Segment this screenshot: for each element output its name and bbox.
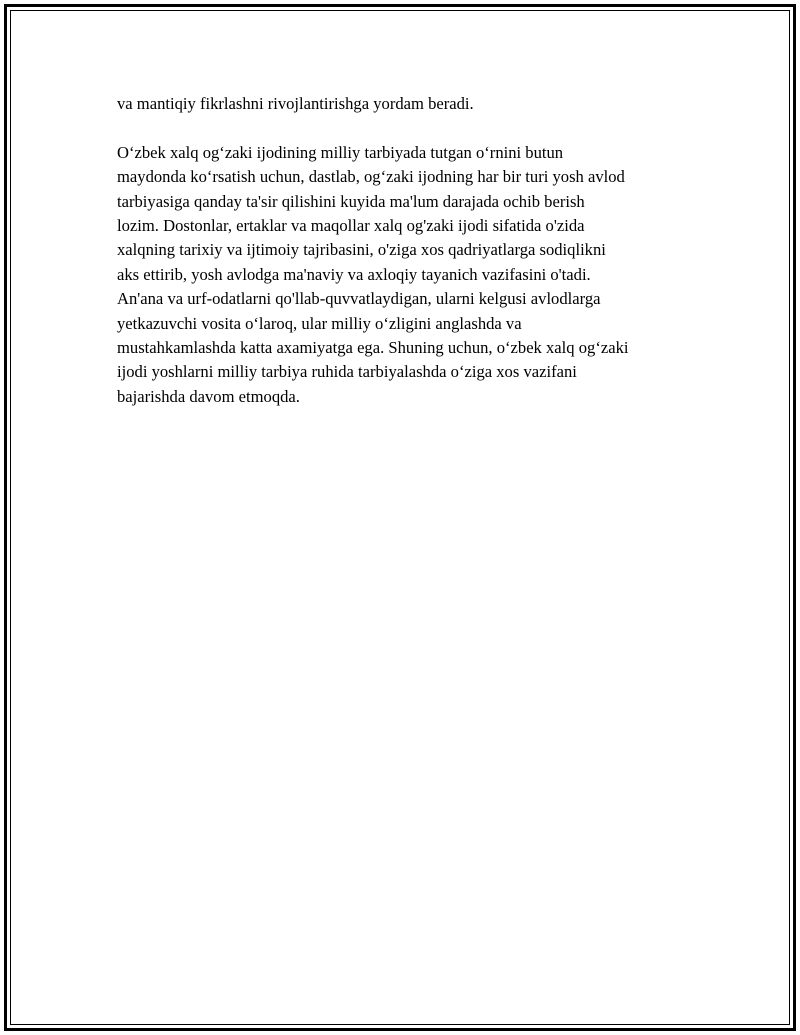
text-line: tarbiyasiga qanday ta'sir qilishini kuyida ma'lum darajada ochib berish xyxy=(117,191,585,211)
text-line: O‘zbek xalq og‘zaki ijodining milliy tarbiyada tutgan o‘rnini butun xyxy=(117,142,564,162)
text-line: bajarishda davom etmoqda. xyxy=(117,386,300,406)
text-line: va mantiqiy fikrlashni rivojlantirishga yordam beradi. xyxy=(117,94,474,113)
text-line: lozim. Dostonlar, ertaklar va maqollar xalq og'zaki ijodi sifatida o'zida xyxy=(117,216,585,236)
text-line: ijodi yoshlarni milliy tarbiya ruhida tarbiyalashda o‘ziga xos vazifani xyxy=(117,362,577,382)
text-line: yetkazuvchi vosita o‘laroq, ular milliy o‘zligini anglashda va xyxy=(117,313,522,333)
document-body xyxy=(117,92,707,409)
text-line: maydonda ko‘rsatish uchun, dastlab, og‘zaki ijodning har bir turi yosh avlod xyxy=(117,167,625,187)
paragraph-continuation xyxy=(117,92,707,116)
text-line: xalqning tarixiy va ijtimoiy tajribasini, o'ziga xos qadriyatlarga sodiqlikni xyxy=(117,240,606,260)
text-line: aks ettirib, yosh avlodga ma'naviy va axloqiy tayanich vazifasini o'tadi. xyxy=(117,264,591,284)
text-line: mustahkamlashda katta axamiyatga ega. Shuning uchun, o‘zbek xalq og‘zaki xyxy=(117,338,629,358)
text-line: An'ana va urf-odatlarni qo'llab-quvvatlaydigan, ularni kelgusi avlodlarga xyxy=(117,289,601,309)
paragraph-oral-folklore xyxy=(117,141,707,409)
